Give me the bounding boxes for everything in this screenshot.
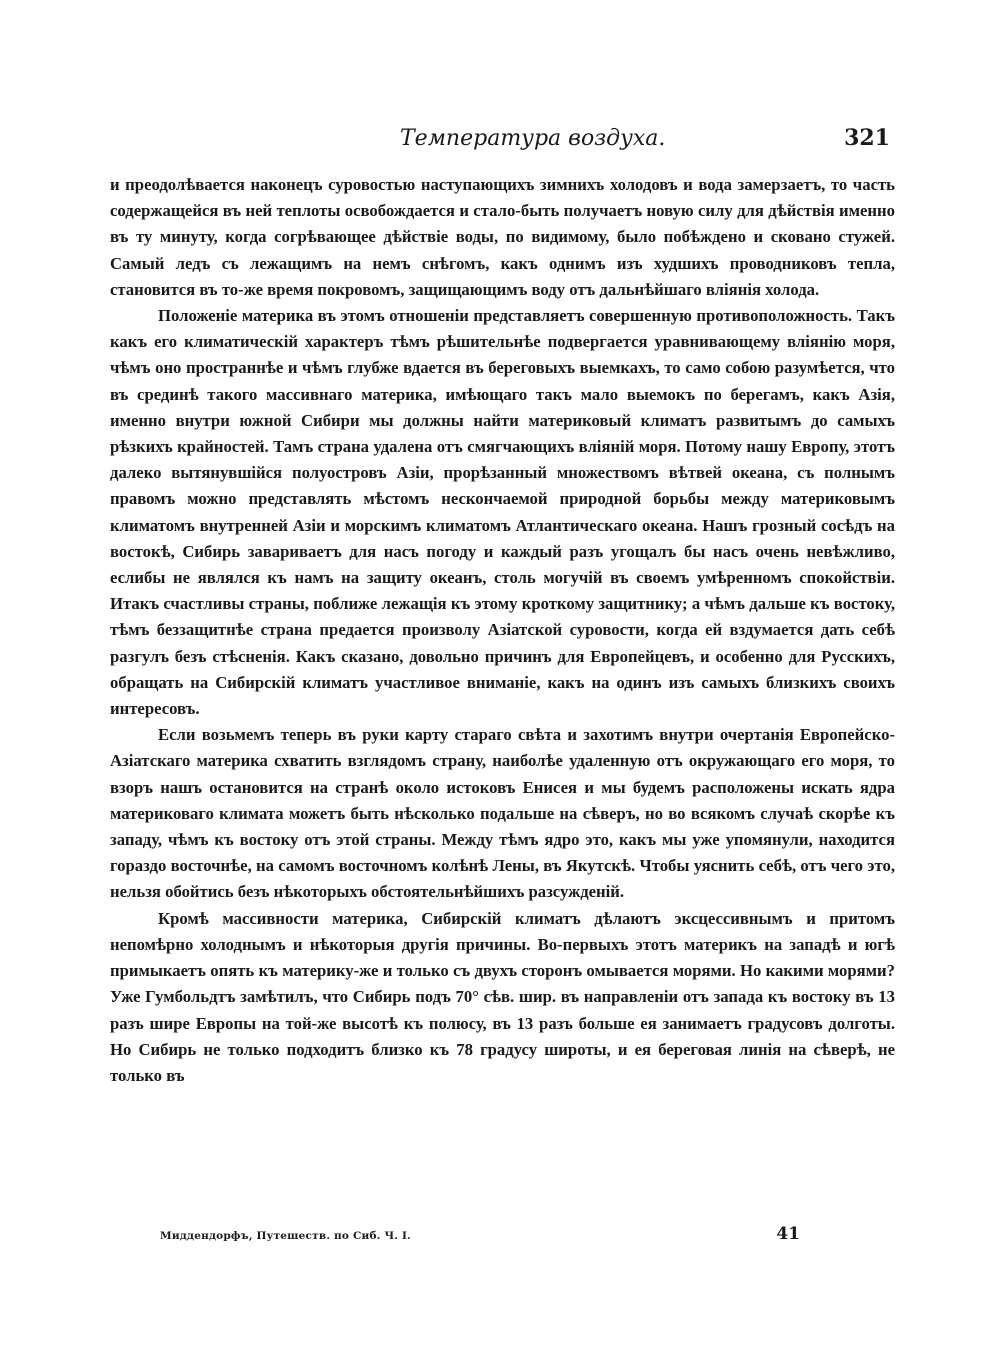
paragraph: Кромѣ массивности материка, Сибирскій климатъ дѣлаютъ эксцессивнымъ и притомъ непомѣрно холоднымъ и нѣкоторыя другія причины. Во-первыхъ этотъ материкъ на западѣ и югѣ примыкаетъ опять къ материку-же и только съ двухъ сторонъ омывается морями. Но какими морями? Уже Гумбольдтъ замѣтилъ, что Сибирь подъ 70° сѣв. шир. въ направленіи отъ запада къ востоку въ 13 разъ шире Европы на той-же высотѣ къ полюсу, въ 13 разъ больше ея занимаетъ градусовъ долготы. Но Сибирь не только подходитъ близко къ 78 градусу широты, и ея береговая линія на сѣверѣ, не только въ	[110, 908, 895, 1085]
body-text	[110, 172, 895, 1089]
page-footer	[160, 1224, 800, 1248]
running-title: Температура воздуха.	[400, 126, 666, 151]
page-number: 321	[844, 125, 890, 151]
page-header	[380, 125, 890, 161]
paragraph: Если возьмемъ теперь въ руки карту стараго свѣта и захотимъ внутри очертанія Европейско-Азіатскаго материка схватить взглядомъ страну, наиболѣе удаленную отъ окружающаго его моря, то взоръ нашъ остановится на странѣ около истоковъ Енисея и мы будемъ расположены искать ядра материковаго климата можетъ быть нѣсколько подальше на сѣверъ, но во всякомъ случаѣ скорѣе къ западу, чѣмъ къ востоку отъ этой страны. Между тѣмъ ядро это, какъ мы уже упомянули, находится гораздо восточнѣе, на самомъ восточномъ колѣнѣ Лены, въ Якутскѣ. Чтобы уяснить себѣ, отъ чего это, нельзя обойтись безъ нѣкоторыхъ обстоятельнѣйшихъ разсужденій.	[110, 725, 895, 902]
paragraph: Положеніе материка въ этомъ отношеніи представляетъ совершенную противоположность. Такъ какъ его климатическій характеръ тѣмъ рѣшительнѣе подвергается уравнивающему вліянію моря, чѣмъ оно пространнѣе и чѣмъ глубже вдается въ береговыхъ выемкахъ, то само собою разумѣется, что въ срединѣ такого массивнаго материка, имѣющаго такъ мало выемокъ по берегамъ, какъ Азія, именно внутри южной Сибири мы должны найти материковый климатъ развитымъ до самыхъ рѣзкихъ крайностей. Тамъ страна удалена отъ смягчающихъ вліяній моря. Потому нашу Европу, этотъ далеко вытянувшійся полуостровъ Азіи, прорѣзанный множествомъ вѣтвей океана, съ полнымъ правомъ можно представлять мѣстомъ нескончаемой природной борьбы между материковымъ климатомъ внутренней Азіи и морскимъ климатомъ Атлантическаго океана. Нашъ грозный сосѣдъ на востокѣ, Сибирь завариваетъ для насъ погоду и каждый разъ угощалъ бы насъ очень невѣжливо, еслибы не являлся къ намъ на защиту океанъ, столь могучій въ своемъ умѣренномъ спокойствіи. Итакъ счастливы страны, поближе лежащія къ этому кроткому защитнику; а чѣмъ дальше къ востоку, тѣмъ беззащитнѣе страна предается произволу Азіатской суровости, когда ей вздумается дать себѣ разгулъ безъ стѣсненія. Какъ сказано, довольно причинъ для Европейцевъ, и особенно для Русскихъ, обращать на Сибирскій климатъ участливое вниманіе, какъ на одинъ изъ самыхъ близкихъ своихъ интересовъ.	[110, 306, 895, 719]
paragraph-continuation: и преодолѣвается наконецъ суровостью наступающихъ зимнихъ холодовъ и вода замерзаетъ, то часть содержащейся въ ней теплоты освобождается и стало-быть получаетъ новую силу для дѣйствія именно въ ту минуту, когда согрѣвающее дѣйствіе воды, по видимому, было побѣждено и сковано стужей. Самый ледъ съ лежащимъ на немъ снѣгомъ, какъ однимъ изъ худшихъ проводниковъ тепла, становится въ то-же время покровомъ, защищающимъ воду отъ дальнѣйшаго вліянія холода.	[110, 175, 895, 299]
signature-line: Миддендорфъ, Путешеств. по Сиб. Ч. I.	[160, 1230, 411, 1242]
sheet-number: 41	[776, 1224, 800, 1244]
